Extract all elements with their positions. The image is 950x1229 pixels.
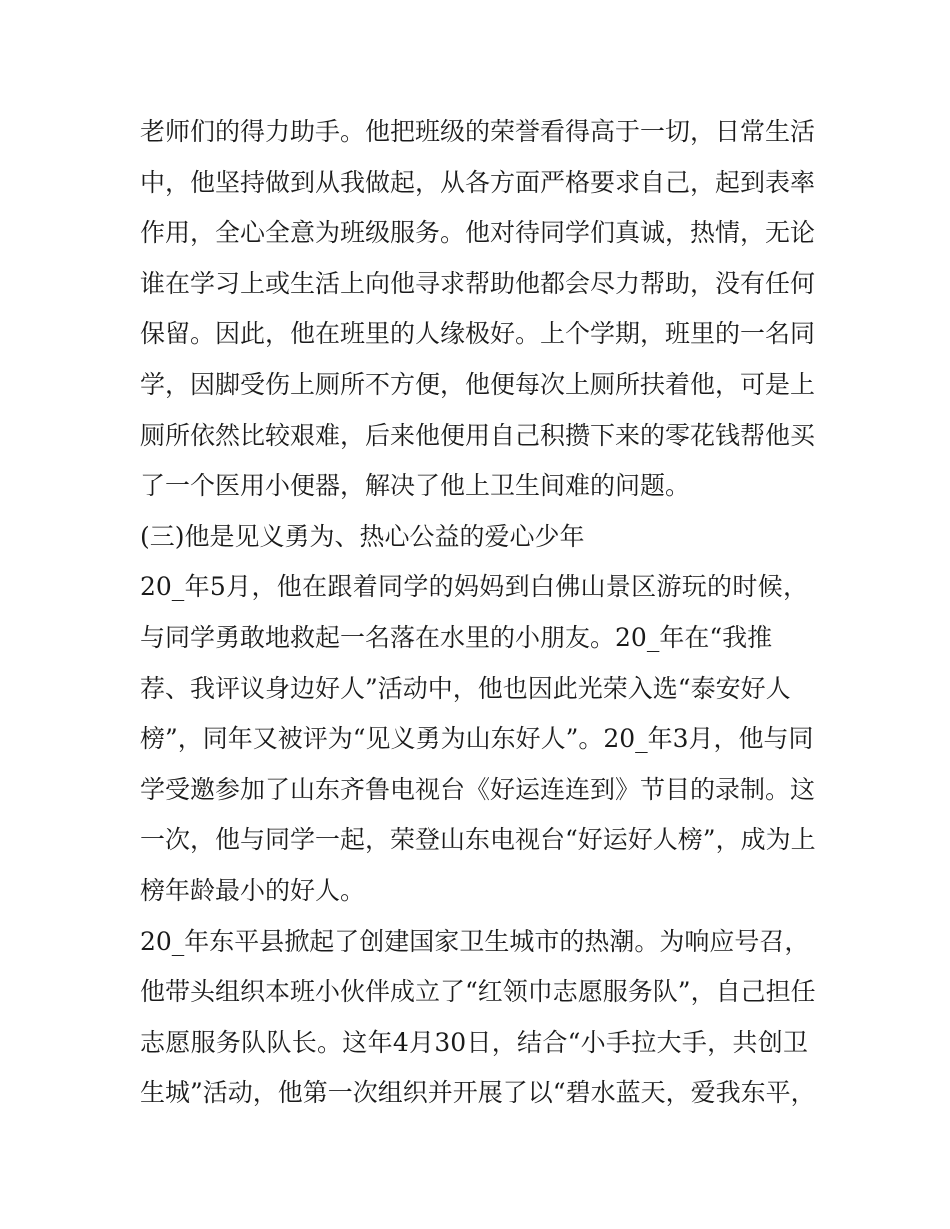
text-line: 生城”活动，他第一次组织并开展了以“碧水蓝天，爱我东平， [140,1078,816,1108]
text-line: 作用，全心全意为班级服务。他对待同学们真诚，热情，无论 [140,218,816,248]
text-line: 谁在学习上或生活上向他寻求帮助他都会尽力帮助，没有任何 [140,268,816,298]
text-line: 保留。因此，他在班里的人缘极好。上个学期，班里的一名同 [140,319,816,349]
text-line: 20_年东平县掀起了创建国家卫生城市的热潮。为响应号召， [140,926,810,956]
text-line: 中，他坚持做到从我做起，从各方面严格要求自己，起到表率 [140,167,816,197]
section-heading: (三)他是见义勇为、热心公益的爱心少年 [140,521,585,551]
text-line: 榜”，同年又被评为“见义勇为山东好人”。20_年3月，他与同 [140,724,814,754]
text-line: 了一个医用小便器，解决了他上卫生间难的问题。 [140,471,691,501]
text-line: 20_年5月，他在跟着同学的妈妈到白佛山景区游玩的时候， [140,572,808,602]
text-line: 学受邀参加了山东齐鲁电视台《好运连连到》节目的录制。这 [140,774,816,804]
text-line: 一次，他与同学一起，荣登山东电视台“好运好人榜”，成为上 [140,825,816,855]
text-line: 荐、我评议身边好人”活动中，他也因此光荣入选“泰安好人 [140,673,791,703]
text-line: 老师们的得力助手。他把班级的荣誉看得高于一切，日常生活 [140,117,816,146]
text-line: 学，因脚受伤上厕所不方便，他便每次上厕所扶着他，可是上 [140,369,816,399]
text-line: 榜年龄最小的好人。 [140,875,366,905]
text-line: 他带头组织本班小伙伴成立了“红领巾志愿服务队”，自己担任 [140,977,816,1007]
text-line: 志愿服务队队长。这年4月30日，结合“小手拉大手，共创卫 [140,1027,808,1057]
document-body [140,107,820,1119]
text-line: 与同学勇敢地救起一名落在水里的小朋友。20_年在“我推 [140,622,773,652]
text-line: 厕所依然比较艰难，后来他便用自己积攒下来的零花钱帮他买 [140,420,816,450]
